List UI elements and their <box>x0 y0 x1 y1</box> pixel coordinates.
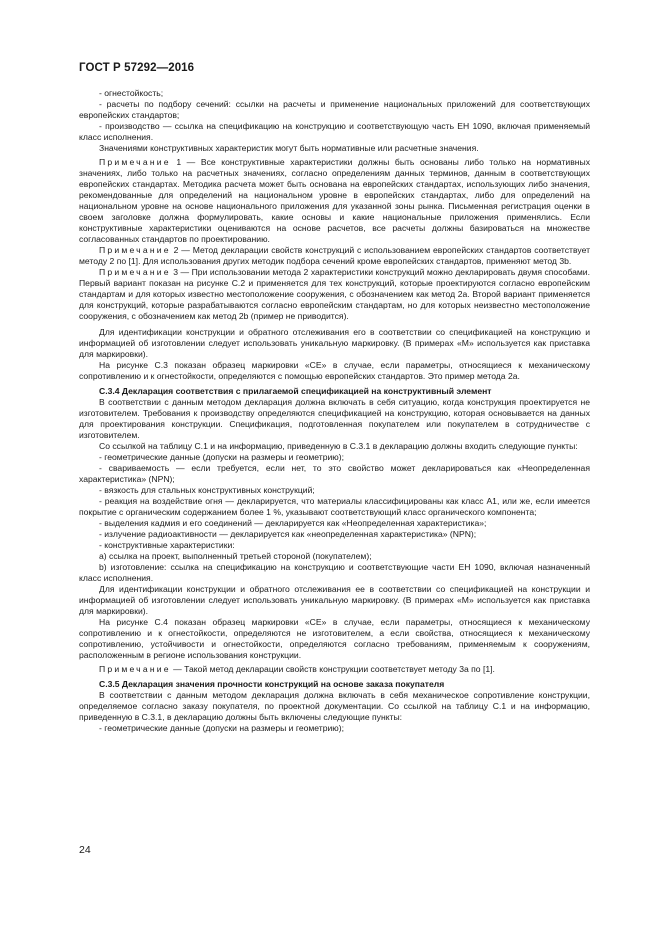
body-paragraph: В соответствии с данным методом декларация должна включать в себя механическое сопротивление конструкции, определяемое согласно заказу покупателя, по проектной документации. Со ссылкой на таблицу С.1 и на информацию, приведенную в С.3.1, в декларацию должны быть включены следующие пункты: <box>79 690 590 722</box>
body-paragraph: - вязкость для стальных конструктивных конструкций; <box>99 485 315 495</box>
body-paragraph: - реакция на воздействие огня — декларируется, что материалы классифицированы как класс А1, или же, если имеется покрытие с органическим содержанием более 1 %, указывают соответствующий класс органического компонента; <box>79 496 590 517</box>
note-paragraph <box>79 245 590 267</box>
body-paragraph: - производство — ссылка на спецификацию на конструкцию и соответствующую часть ЕН 1090, включая применяемый класс исполнения. <box>79 121 590 142</box>
note-paragraph <box>79 267 590 322</box>
body-paragraph: Для идентификации конструкции и обратного отслеживания его в соответствии со спецификацией на конструкцию и информацией об изготовлении следует использовать уникальную маркировку. (В примерах «М» используется как приставка для маркировки). <box>79 327 590 359</box>
note-text: 3 — При использовании метода 2 характеристики конструкций можно декларировать двумя способами. Первый вариант показан на рисунке С.2 и применяется для тех конструкций, которые проектируются согласно европейским стандартам и для которых известно местоположение сооружения, с обозначением как метод 2а. Второй вариант применяется для конструкций, которые разрабатываются согласно европейским стандартам, но для которых неизвестно местоположение сооружения, с обозначением как метод 2b (пример не приводится). <box>79 267 590 321</box>
document-header: ГОСТ Р 57292—2016 <box>79 62 195 74</box>
body-paragraph: На рисунке С.4 показан образец маркировки «СЕ» в случае, если параметры, относящиеся к механическому сопротивлению и к огнестойкости, определяются не изготовителем, а если свойства, относящиеся к механическому сопротивлению, устойчивости и огнестойкости, определяются согласно требованиям, применяемым к сооружениям, расположенным в регионе использования конструкции. <box>79 617 590 660</box>
body-paragraph: а) ссылка на проект, выполненный третьей стороной (покупателем); <box>99 551 372 561</box>
body-paragraph: - свариваемость — если требуется, если нет, то это свойство может декларироваться как «Неопределенная характеристика» (NPN); <box>79 463 590 484</box>
note-label: Примечание <box>99 664 171 674</box>
section-heading: С.3.4 Декларация соответствия с прилагаемой спецификацией на конструктивный элемент <box>99 386 492 396</box>
note-text: 2 — Метод декларации свойств конструкций с использованием европейских стандартов соответствует методу 2 по [1]. Для использования других методик подбора сечений кроме европейских стандартов, применяют метод 3b. <box>79 245 590 266</box>
note-text: — Такой метод декларации свойств конструкции соответствует методу 3а по [1]. <box>170 664 495 674</box>
section-heading: С.3.5 Декларация значения прочности конструкций на основе заказа покупателя <box>99 679 445 689</box>
note-text: 1 — Все конструктивные характеристики должны быть основаны либо только на нормативных значениях, либо только на расчетных значениях, согласно определениям данных терминов, данным в соответствующих европейских стандартах. Методика расчета может быть основана на европейских стандартах, использующих либо значения, рекомендованные для определений на национальном уровне в европейских стандартах, либо для определений на национальном уровне на основе национального приложения для указанной зоны рынка. Письменная регистрация оценки в своем заголовке должна формулировать, какие основы и какие национальные приложения применялись. Если конструктивные характеристики оцениваются на основе расчетов, все расчеты должны базироваться на множестве согласованных стандартов по проектированию. <box>79 157 590 244</box>
note-label: Примечание <box>99 267 171 277</box>
body-paragraph: Значениями конструктивных характеристик могут быть нормативные или расчетные значения. <box>99 143 479 153</box>
document-body <box>79 88 590 734</box>
body-paragraph: На рисунке С.3 показан образец маркировки «СЕ» в случае, если параметры, относящиеся к механическому сопротивлению и к огнестойкости, определяются с помощью европейских стандартов. Это пример метода 2а. <box>79 360 590 381</box>
body-paragraph: - конструктивные характеристики: <box>99 540 235 550</box>
note-label: Примечание <box>99 245 171 255</box>
note-paragraph <box>79 664 590 675</box>
note-label: Примечание <box>99 157 171 167</box>
body-paragraph: - геометрические данные (допуски на размеры и геометрию); <box>99 723 344 733</box>
body-paragraph: - геометрические данные (допуски на размеры и геометрию); <box>99 452 344 462</box>
body-paragraph: Со ссылкой на таблицу С.1 и на информацию, приведенную в С.3.1 в декларацию должны входить следующие пункты: <box>99 441 578 451</box>
note-paragraph <box>79 157 590 245</box>
body-paragraph: В соответствии с данным методом декларация должна включать в себя ситуацию, когда конструкция проектируется не изготовителем. Требования к производству определяются спецификацией на конструкцию, которая основывается на данных для проектирования конструкции. Спецификация, подготовленная покупателем или покупателем в сотрудничестве с изготовителем. <box>79 397 590 440</box>
body-paragraph: Для идентификации конструкции и обратного отслеживания ее в соответствии со спецификацией на конструкции и информацией об изготовлении следует использовать уникальную маркировку. (В примерах «М» используется как приставка для маркировки). <box>79 584 590 616</box>
body-paragraph: - расчеты по подбору сечений: ссылки на расчеты и применение национальных приложений для соответствующих европейских стандартов; <box>79 99 590 120</box>
body-paragraph: - излучение радиоактивности — декларируется как «неопределенная характеристика» (NPN); <box>99 529 477 539</box>
body-paragraph: b) изготовление: ссылка на спецификацию на конструкцию и соответствующие части ЕН 1090, включая назначенный класс исполнения. <box>79 562 590 583</box>
body-paragraph: - выделения кадмия и его соединений — декларируется как «Неопределенная характеристика»; <box>99 518 487 528</box>
body-paragraph: - огнестойкость; <box>99 88 164 98</box>
page-number: 24 <box>79 844 91 856</box>
